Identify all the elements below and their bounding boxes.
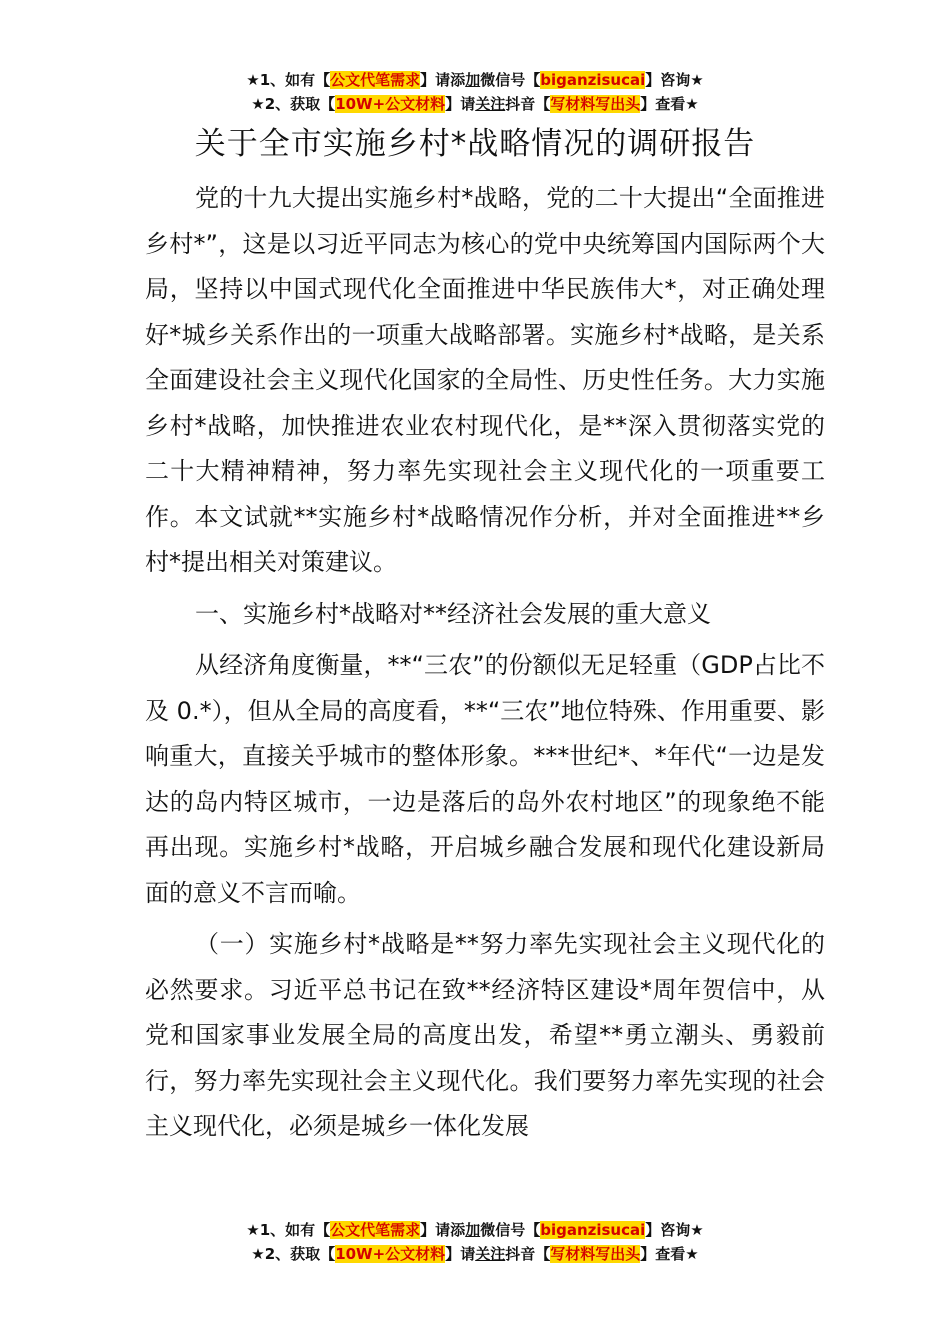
section-heading-1: 一、实施乡村*战略对**经济社会发展的重大意义	[195, 599, 711, 628]
promo-highlight: 公文代笔需求	[330, 71, 421, 89]
promo-text: 抖音【	[505, 1245, 551, 1263]
footer-promo-line-1	[0, 1218, 950, 1242]
promo-text: 】查看★	[640, 1245, 699, 1263]
promo-highlight: 10W+公文材料	[335, 95, 446, 113]
footer-promo-line-2	[0, 1242, 950, 1266]
promo-text: 抖音【	[505, 95, 551, 113]
promo-wechat-id: biganzisucai	[540, 71, 646, 89]
paragraph-economic-significance: 从经济角度衡量，**“三农”的份额似无足轻重（GDP占比不及 0.*），但从全局的高度看，**“三农”地位特殊、作用重要、影响重大，直接关乎城市的整体形象。***世纪*、*年代“一边是发达的岛内特区城市，一边是落后的岛外农村地区”的现象绝不能再出现。实施乡村*战略，开启城乡融合发展和现代化建设新局面的意义不言而喻。	[145, 651, 825, 907]
promo-underline: 加	[465, 1221, 481, 1239]
page-title: 关于全市实施乡村*战略情况的调研报告	[194, 126, 756, 162]
promo-highlight: 10W+公文材料	[335, 1245, 446, 1263]
promo-text: 】咨询★	[645, 1221, 704, 1239]
promo-underline: 加	[465, 71, 481, 89]
promo-text: 】请	[445, 1245, 476, 1263]
promo-wechat-id: biganzisucai	[540, 1221, 646, 1239]
promo-text: 】咨询★	[645, 71, 704, 89]
header-promo	[0, 68, 950, 116]
promo-text: ★2、获取【	[251, 1245, 336, 1263]
document-body	[145, 176, 825, 1150]
promo-text: 微信号【	[480, 1221, 541, 1239]
promo-text: 微信号【	[480, 71, 541, 89]
promo-text: ★2、获取【	[251, 95, 336, 113]
promo-text: 】请	[445, 95, 476, 113]
paragraph-intro: 党的十九大提出实施乡村*战略，党的二十大提出“全面推进乡村*”，这是以习近平同志为核心的党中央统筹国内国际两个大局，坚持以中国式现代化全面推进中华民族伟大*，对正确处理好*城乡关系作出的一项重大战略部署。实施乡村*战略，是关系全面建设社会主义现代化国家的全局性、历史性任务。大力实施乡村*战略，加快推进农业农村现代化，是**深入贯彻落实党的二十大精神精神，努力率先实现社会主义现代化的一项重要工作。本文试就**实施乡村*战略情况作分析，并对全面推进**乡村*提出相关对策建议。	[145, 184, 825, 576]
header-promo-line-1	[0, 68, 950, 92]
promo-underline: 关注	[475, 95, 506, 113]
promo-douyin-account: 写材料写出头	[550, 95, 641, 113]
promo-text: 】请添	[420, 71, 466, 89]
promo-text: ★1、如有【	[246, 71, 331, 89]
paragraph-subsection-1: （一）实施乡村*战略是**努力率先实现社会主义现代化的必然要求。习近平总书记在致**经济特区建设*周年贺信中，从党和国家事业发展全局的高度出发，希望**勇立潮头、勇毅前行，努力率先实现社会主义现代化。我们要努力率先实现的社会主义现代化，必须是城乡一体化发展	[145, 930, 825, 1140]
promo-text: ★1、如有【	[246, 1221, 331, 1239]
promo-douyin-account: 写材料写出头	[550, 1245, 641, 1263]
promo-underline: 关注	[475, 1245, 506, 1263]
promo-highlight: 公文代笔需求	[330, 1221, 421, 1239]
footer-promo	[0, 1218, 950, 1266]
promo-text: 】请添	[420, 1221, 466, 1239]
header-promo-line-2	[0, 92, 950, 116]
promo-text: 】查看★	[640, 95, 699, 113]
